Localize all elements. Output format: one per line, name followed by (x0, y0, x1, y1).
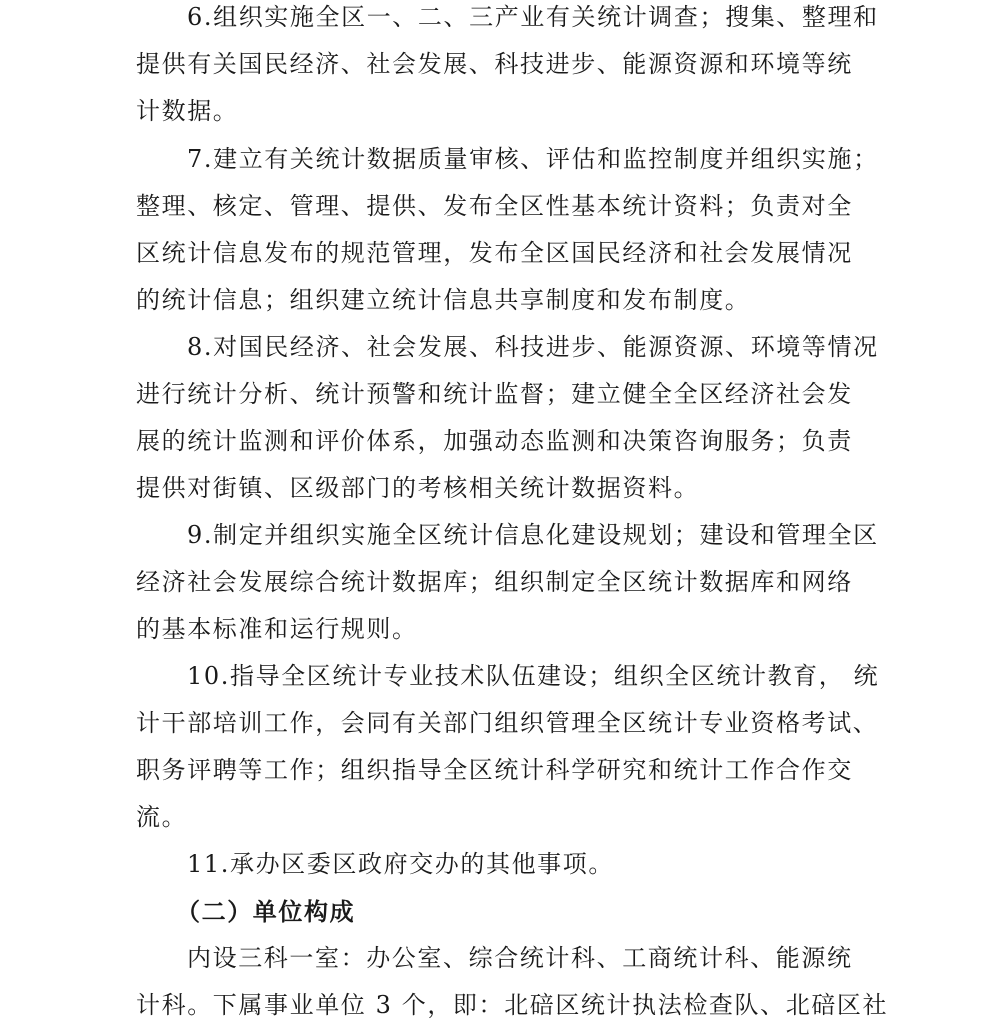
text-line: 10.指导全区统计专业技术队伍建设；组织全区统计教育， 统 (187, 662, 880, 690)
text-line: 6.组织实施全区一、二、三产业有关统计调查；搜集、整理和 (187, 3, 879, 31)
paragraph-item-10 (136, 653, 896, 841)
section-heading: （二）单位构成 (176, 897, 356, 926)
text-line: 职务评聘等工作；组织指导全区统计科学研究和统计工作合作交 (136, 756, 853, 784)
text-line: 计数据。 (136, 97, 239, 125)
text-line: 计干部培训工作，会同有关部门组织管理全区统计专业资格考试、 (136, 709, 879, 737)
paragraph-item-11 (136, 841, 896, 888)
text-line: 区统计信息发布的规范管理，发布全区国民经济和社会发展情况 (136, 239, 853, 267)
paragraph-item-8 (136, 324, 896, 512)
text-line: 的统计信息；组织建立统计信息共享制度和发布制度。 (136, 286, 751, 314)
text-line: 8.对国民经济、社会发展、科技进步、能源资源、环境等情况 (187, 333, 879, 361)
text-line: 进行统计分析、统计预警和统计监督；建立健全全区经济社会发 (136, 380, 853, 408)
paragraph-item-6 (136, 0, 896, 135)
paragraph-item-9 (136, 512, 896, 653)
text-line: 7.建立有关统计数据质量审核、评估和监控制度并组织实施； (187, 145, 879, 173)
text-line: 11.承办区委区政府交办的其他事项。 (187, 850, 614, 878)
text-line: 整理、核定、管理、提供、发布全区性基本统计资料；负责对全 (136, 192, 853, 220)
text-line: 计科。下属事业单位 3 个，即：北碚区统计执法检查队、北碚区社 (136, 991, 889, 1019)
paragraph-item-7 (136, 136, 896, 324)
text-line: 的基本标准和运行规则。 (136, 615, 418, 643)
text-line: 提供有关国民经济、社会发展、科技进步、能源资源和环境等统 (136, 50, 853, 78)
text-line: 流。 (136, 803, 188, 831)
text-line: 经济社会发展综合统计数据库；组织制定全区统计数据库和网络 (136, 568, 853, 596)
paragraph-unit-composition (136, 935, 896, 1029)
text-line: 展的统计监测和评价体系，加强动态监测和决策咨询服务；负责 (136, 427, 853, 455)
text-line: 9.制定并组织实施全区统计信息化建设规划；建设和管理全区 (187, 521, 879, 549)
text-line: 内设三科一室：办公室、综合统计科、工商统计科、能源统 (187, 944, 853, 972)
text-line: 提供对街镇、区级部门的考核相关统计数据资料。 (136, 474, 700, 502)
section-heading-block (136, 888, 896, 935)
